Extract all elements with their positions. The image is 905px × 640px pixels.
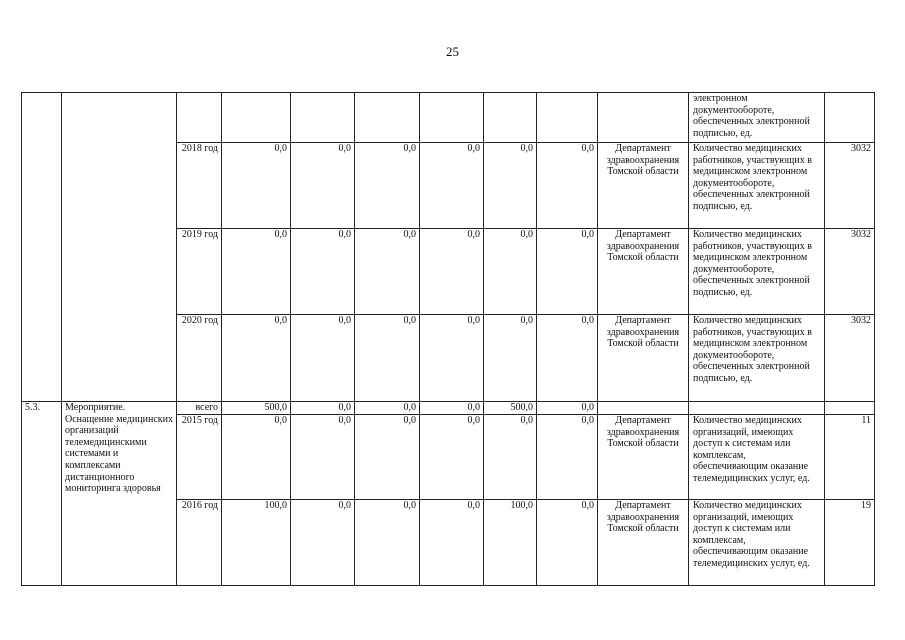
value-cell: 0,0 — [291, 315, 355, 402]
indicator-cell: Количество медицинских организаций, имеющих доступ к системам или комплексам, обеспечивающим оказание телемедицинских услуг, ед. — [689, 415, 825, 500]
value-cell: 0,0 — [355, 415, 420, 500]
value-cell: 0,0 — [222, 315, 291, 402]
value-cell: 0,0 — [484, 143, 537, 229]
value-cell: 0,0 — [355, 402, 420, 415]
value-cell: 0,0 — [355, 500, 420, 586]
indicator-value-cell: 3032 — [825, 315, 875, 402]
indicator-cell: Количество медицинских работников, участвующих в медицинском электронном документообороте, обеспеченных электронной подписью, ед. — [689, 315, 825, 402]
value-cell: 0,0 — [291, 143, 355, 229]
value-cell: 0,0 — [222, 143, 291, 229]
indicator-value-cell: 3032 — [825, 229, 875, 315]
year-cell: всего — [177, 402, 222, 415]
value-cell: 0,0 — [291, 229, 355, 315]
value-cell: 0,0 — [291, 402, 355, 415]
value-cell: 0,0 — [484, 415, 537, 500]
value-cell: 0,0 — [420, 143, 484, 229]
value-cell: 0,0 — [537, 143, 598, 229]
indicator-cell: Количество медицинских работников, участвующих в медицинском электронном документообороте, обеспеченных электронной подписью, ед. — [689, 143, 825, 229]
number-cell: 5.3. — [22, 402, 62, 586]
indicator-cell: Количество медицинских работников, участвующих в медицинском электронном документообороте, обеспеченных электронной подписью, ед. — [689, 229, 825, 315]
department-cell: Департамент здравоохранения Томской области — [598, 415, 689, 500]
value-cell: 0,0 — [355, 229, 420, 315]
department-cell: Департамент здравоохранения Томской области — [598, 500, 689, 586]
event-name-cell: Мероприятие. Оснащение медицинских организаций телемедицинскими системами и комплексами дистанционного мониторинга здоровья — [62, 402, 177, 586]
value-cell: 0,0 — [420, 415, 484, 500]
value-cell: 0,0 — [291, 500, 355, 586]
value-cell: 0,0 — [484, 229, 537, 315]
year-cell: 2020 год — [177, 315, 222, 402]
department-cell: Департамент здравоохранения Томской области — [598, 315, 689, 402]
value-cell: 0,0 — [291, 415, 355, 500]
number-cell — [22, 93, 62, 402]
department-cell: Департамент здравоохранения Томской области — [598, 143, 689, 229]
total-row — [22, 402, 875, 415]
indicator-value-cell: 11 — [825, 415, 875, 500]
department-cell: Департамент здравоохранения Томской области — [598, 229, 689, 315]
indicator-cell: Количество медицинских организаций, имеющих доступ к системам или комплексам, обеспечивающим оказание телемедицинских услуг, ед. — [689, 500, 825, 586]
value-cell: 500,0 — [484, 402, 537, 415]
value-cell: 0,0 — [420, 500, 484, 586]
value-cell: 0,0 — [537, 402, 598, 415]
value-cell: 0,0 — [420, 229, 484, 315]
indicator-value-cell: 19 — [825, 500, 875, 586]
program-table — [21, 92, 875, 586]
value-cell: 0,0 — [484, 315, 537, 402]
name-cell — [62, 93, 177, 402]
year-cell: 2015 год — [177, 415, 222, 500]
indicator-cell: электронном документообороте, обеспеченных электронной подписью, ед. — [689, 93, 825, 143]
value-cell: 100,0 — [222, 500, 291, 586]
page-number: 25 — [446, 44, 459, 59]
value-cell: 0,0 — [420, 402, 484, 415]
continuation-row — [22, 93, 875, 143]
value-cell: 0,0 — [537, 315, 598, 402]
value-cell: 0,0 — [537, 500, 598, 586]
value-cell: 100,0 — [484, 500, 537, 586]
value-cell: 0,0 — [222, 415, 291, 500]
value-cell: 0,0 — [222, 229, 291, 315]
value-cell: 0,0 — [355, 143, 420, 229]
value-cell: 0,0 — [537, 229, 598, 315]
value-cell: 0,0 — [537, 415, 598, 500]
value-cell: 500,0 — [222, 402, 291, 415]
year-cell: 2019 год — [177, 229, 222, 315]
year-cell: 2018 год — [177, 143, 222, 229]
indicator-value-cell: 3032 — [825, 143, 875, 229]
value-cell: 0,0 — [420, 315, 484, 402]
value-cell: 0,0 — [355, 315, 420, 402]
year-cell: 2016 год — [177, 500, 222, 586]
